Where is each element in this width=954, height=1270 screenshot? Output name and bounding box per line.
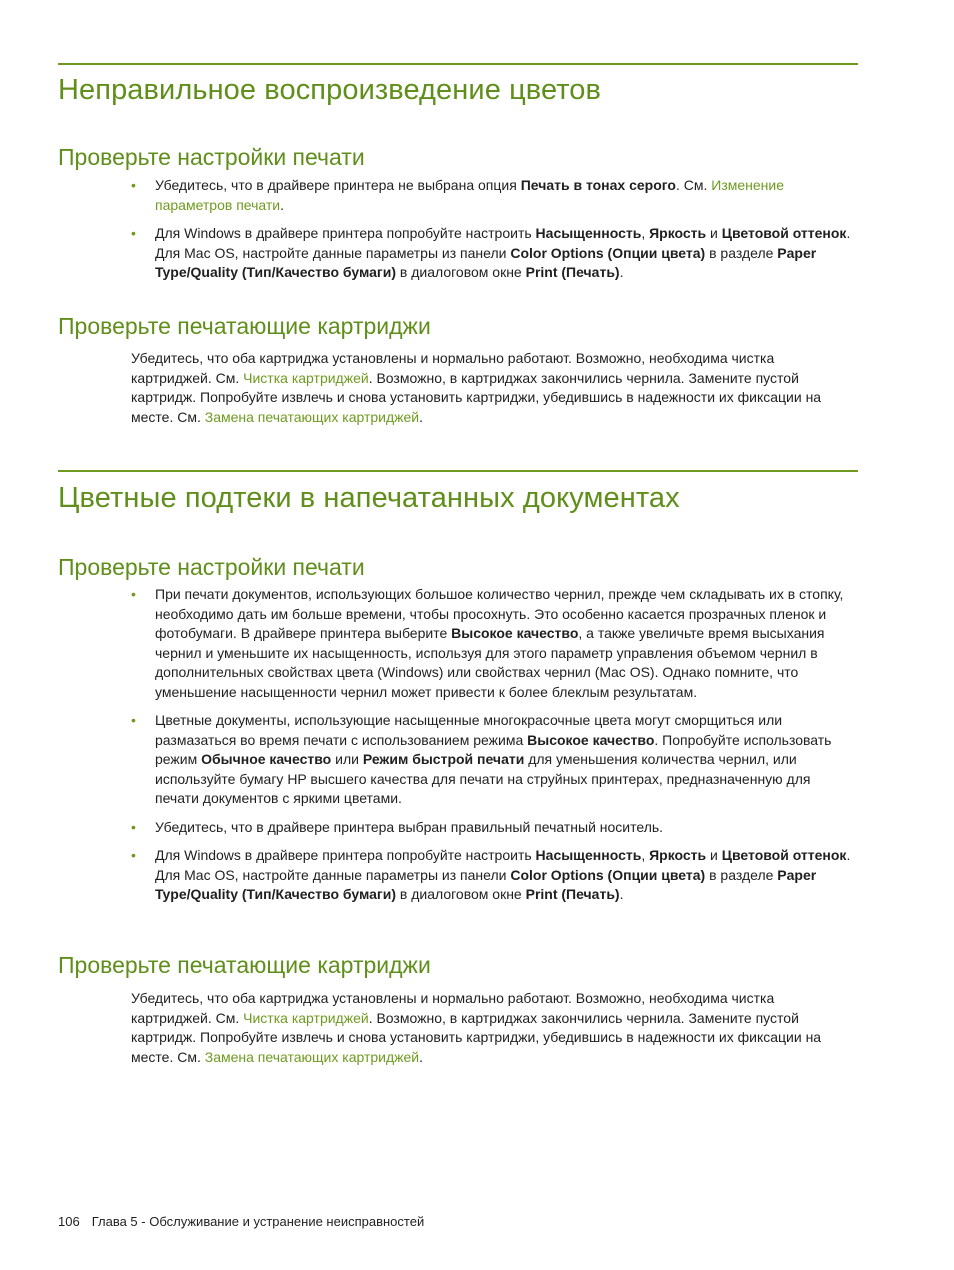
list-item: • Убедитесь, что в драйвере принтера выбран правильный печатный носитель.	[131, 818, 855, 838]
section-divider-middle	[58, 470, 858, 472]
link-replace-cartridges[interactable]: Замена печатающих картриджей	[204, 408, 420, 425]
section-divider-top	[58, 63, 858, 65]
subsection-title-print-settings-2: Проверьте настройки печати	[58, 554, 365, 580]
link-replace-cartridges-2[interactable]: Замена печатающих картриджей	[204, 1048, 420, 1065]
link-clean-cartridges-2[interactable]: Чистка картриджей	[243, 1009, 369, 1026]
page-number: 106	[58, 1214, 80, 1229]
list-item: • Убедитесь, что в драйвере принтера не выбрана опция Печать в тонах серого. См. Изменение параметров печати.	[131, 176, 855, 215]
list-item: • Для Windows в драйвере принтера попробуйте настроить Насыщенность, Яркость и Цветовой оттенок. Для Mac OS, настройте данные параметры из панели Color Options (Опции цвета) в разделе Paper Type/Quality (Тип/Качество бумаги) в диалоговом окне Print (Печать).	[131, 846, 855, 905]
chapter-title: Глава 5 - Обслуживание и устранение неисправностей	[91, 1214, 425, 1229]
list-item: • Цветные документы, использующие насыщенные многокрасочные цвета могут сморщиться или размазаться во время печати с использованием режима Высокое качество. Попробуйте использовать режим Обычное качество или Режим быстрой печати для уменьшения количества чернил, или используйте бумагу HP высшего качества для печати на струйных принтерах, предназначенную для печати документов с яркими цветами.	[131, 711, 855, 809]
section-title-color-reproduction: Неправильное воспроизведение цветов	[58, 74, 602, 106]
link-clean-cartridges[interactable]: Чистка картриджей	[243, 369, 369, 386]
print-settings-list-2	[131, 585, 855, 914]
page-footer	[58, 1214, 424, 1229]
link-change-print-settings[interactable]: Изменение параметров печати	[155, 177, 785, 213]
list-item: • Для Windows в драйвере принтера попробуйте настроить Насыщенность, Яркость и Цветовой оттенок. Для Mac OS, настройте данные параметры из панели Color Options (Опции цвета) в разделе Paper Type/Quality (Тип/Качество бумаги) в диалоговом окне Print (Печать).	[131, 224, 855, 283]
cartridges-paragraph-2: Убедитесь, что оба картриджа установлены и нормально работают. Возможно, необходима чистка картриджей. См. Чистка картриджей. Возможно, в картриджах закончились чернила. Замените пустой картридж. Попробуйте извлечь и снова установить картриджи, убедившись в надежности их фиксации на месте. См. Замена печатающих картриджей.	[131, 990, 822, 1065]
section-title-ink-bleeding: Цветные подтеки в напечатанных документах	[58, 482, 680, 514]
cartridges-paragraph: Убедитесь, что оба картриджа установлены и нормально работают. Возможно, необходима чистка картриджей. См. Чистка картриджей. Возможно, в картриджах закончились чернила. Замените пустой картридж. Попробуйте извлечь и снова установить картриджи, убедившись в надежности их фиксации на месте. См. Замена печатающих картриджей.	[131, 350, 822, 425]
subsection-title-print-settings: Проверьте настройки печати	[58, 144, 365, 170]
subsection-title-cartridges: Проверьте печатающие картриджи	[58, 313, 431, 339]
list-item: • При печати документов, использующих большое количество чернил, прежде чем складывать их в стопку, необходимо дать им больше времени, чтобы просохнуть. Это особенно касается прозрачных пленок и фотобумаги. В драйвере принтера выберите Высокое качество, а также увеличьте время высыхания чернил и уменьшите их насыщенность, используя для этого параметр управления объемом чернил в дополнительных свойствах цвета (Windows) или свойствах чернил (Mac OS). Однако помните, что уменьшение насыщенности чернил может привести к более блеклым результатам.	[131, 585, 855, 702]
subsection-title-cartridges-2: Проверьте печатающие картриджи	[58, 952, 431, 978]
print-settings-list	[131, 176, 855, 292]
